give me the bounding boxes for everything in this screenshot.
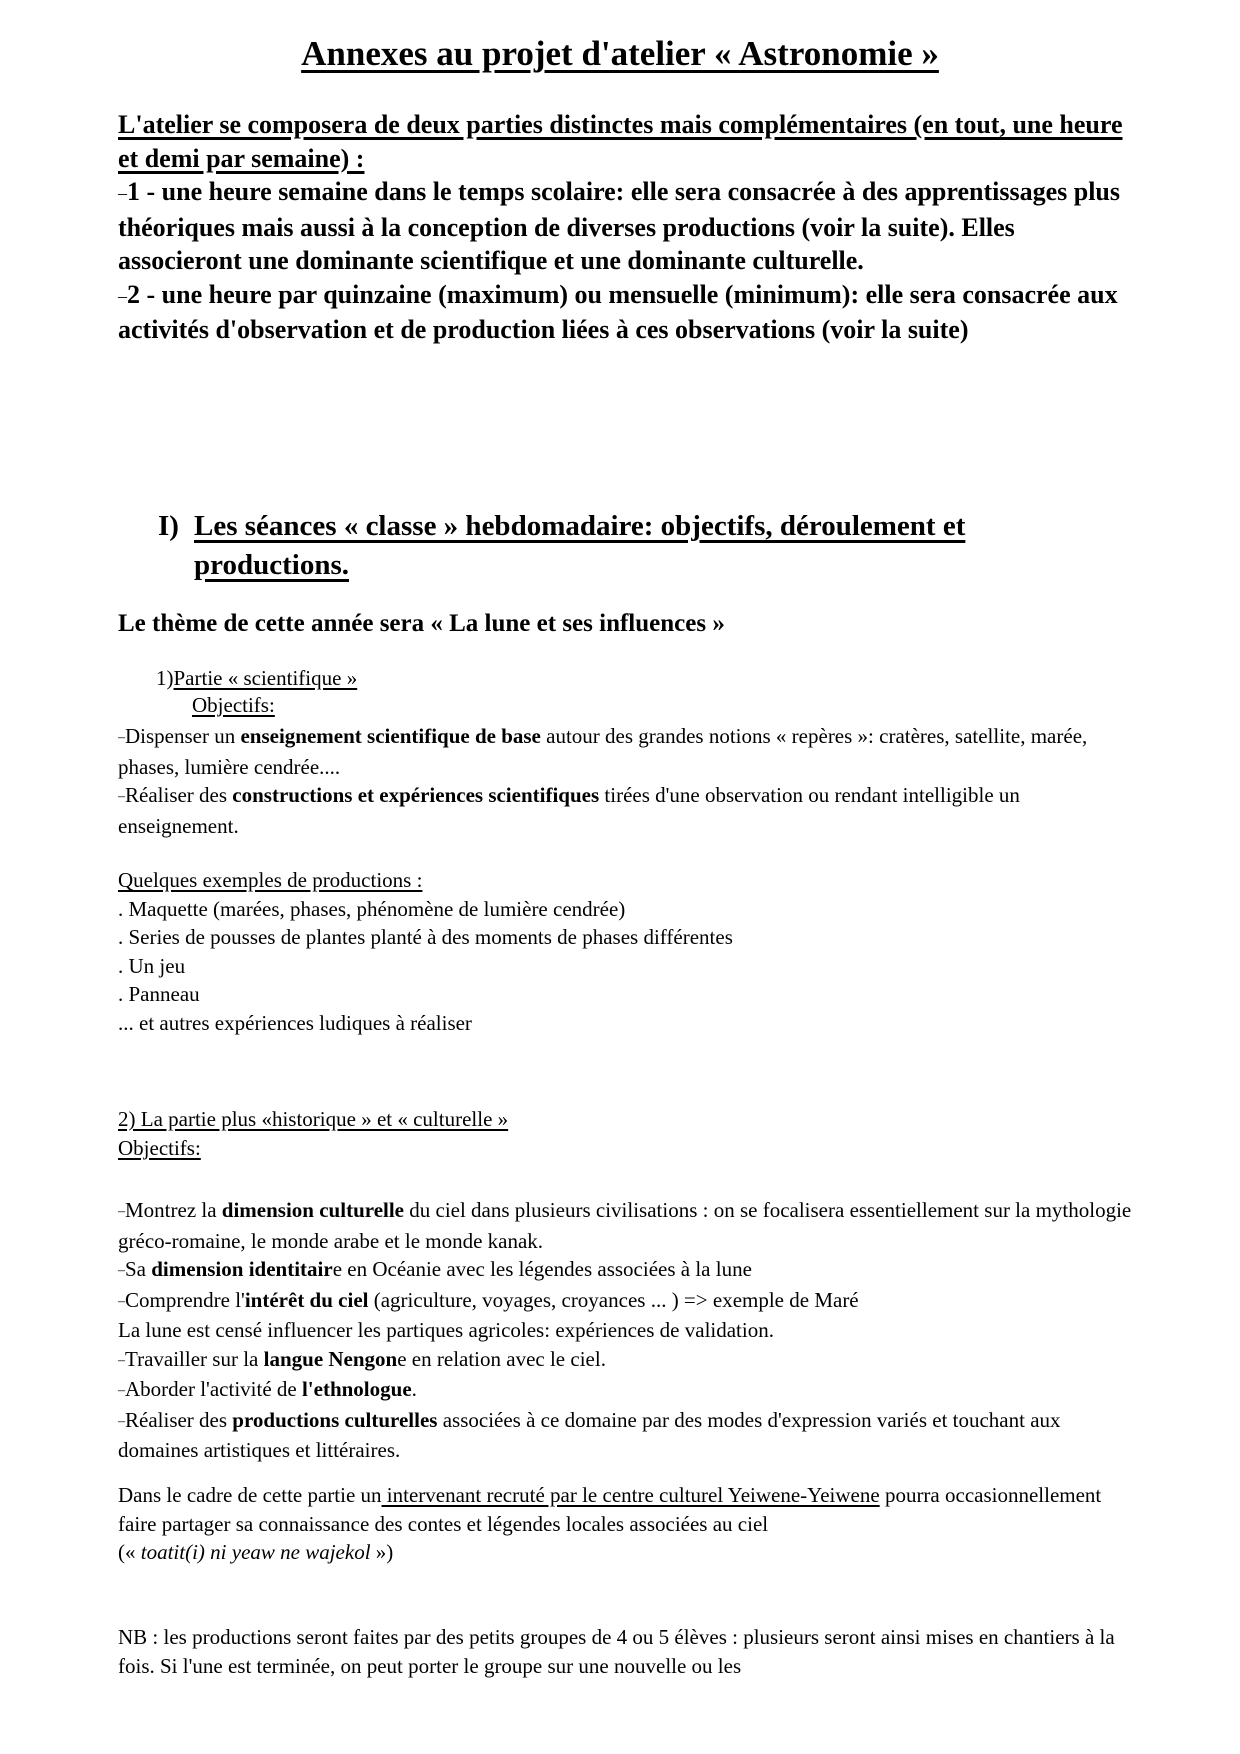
intro-item-2: –2 - une heure par quinzaine (maximum) ou mensuelle (minimum): elle sera consacrée aux activités d'observation et de production liées à ces observations (voir la suite) — [118, 279, 1118, 344]
dash-bullet: – — [118, 285, 127, 306]
examples-label: Quelques exemples de productions : — [118, 868, 423, 892]
part2-title: 2) La partie plus «historique » et « culturelle » — [118, 1107, 509, 1131]
section-number: I) — [158, 510, 179, 542]
objective-item: –Dispenser un enseignement scientifique de base autour des grandes notions « repères »: cratères, satellite, marée, phases, lumière cendrée.... — [118, 724, 1088, 779]
objective-item: –Montrez la dimension culturelle du ciel dans plusieurs civilisations : on se focalisera essentiellement sur la mythologie gréco-romaine, le monde arabe et le monde kanak. — [118, 1198, 1132, 1253]
part1-heading: 1)Partie « scientifique » Objectifs: — [156, 666, 358, 717]
document-title: Annexes au projet d'atelier « Astronomie » — [301, 34, 939, 73]
objective-item: –Réaliser des productions culturelles associées à ce domaine par des modes d'expression variés et touchant aux domaines artistiques et littéraires. — [118, 1407, 1061, 1462]
intro-heading: L'atelier se composera de deux parties distinctes mais complémentaires (en tout, une heure et demi par semaine) : — [118, 110, 1123, 173]
objective-note: La lune est censé influencer les partiques agricoles: expériences de validation. — [118, 1318, 774, 1342]
objective-item: –Travailler sur la langue Nengone en relation avec le ciel. — [118, 1346, 606, 1371]
example-item: ... et autres expériences ludiques à réaliser — [118, 1010, 472, 1035]
example-item: . Maquette (marées, phases, phénomène de lumière cendrée) — [118, 896, 626, 921]
intervenant-underlined: intervenant recruté par le centre culturel Yeiwene-Yeiwene — [381, 1483, 880, 1507]
example-item: . Un jeu — [118, 953, 186, 978]
intro-item-1: –1 - une heure semaine dans le temps scolaire: elle sera consacrée à des apprentissages plus théoriques mais aussi à la conception de diverses productions (voir la suite). Elles associeront une dominante scientifique et une dominante culturelle. — [118, 177, 1120, 275]
nb-paragraph: NB : les productions seront faites par des petits groupes de 4 ou 5 élèves : plusieurs seront ainsi mises en chantiers à la fois. Si l'une est terminée, on peut porter le groupe sur une nouvelle ou les — [118, 1625, 1115, 1678]
part1-objectives — [118, 722, 1138, 840]
part2-objectives — [118, 1196, 1138, 1465]
intervenant-paragraph: Dans le cadre de cette partie un intervenant recruté par le centre culturel Yeiwene-Yeiwene pourra occasionnellement faire partager sa connaissance des contes et légendes locales associées au ciel (« toatit(i) ni yeaw ne wajekol ») — [118, 1481, 1138, 1567]
theme-heading: Le thème de cette année sera « La lune et ses influences » — [118, 610, 725, 637]
objective-item: –Aborder l'activité de l'ethnologue. — [118, 1377, 417, 1401]
local-quote: (« toatit(i) ni yeaw ne wajekol ») — [118, 1540, 394, 1564]
part1-examples — [118, 866, 1138, 1037]
example-item: . Panneau — [118, 982, 200, 1006]
part2-objectives-label: Objectifs: — [118, 1135, 201, 1160]
section-title: Les séances « classe » hebdomadaire: objectifs, déroulement et productions. — [194, 510, 966, 581]
part1-title: Partie « scientifique » — [173, 666, 358, 690]
objective-item: –Sa dimension identitaire en Océanie avec les légendes associées à la lune — [118, 1257, 752, 1281]
objective-item: –Comprendre l'intérêt du ciel (agriculture, voyages, croyances ... ) => exemple de Maré — [118, 1287, 859, 1312]
part1-objectives-label: Objectifs: — [192, 692, 275, 717]
intro-block — [118, 108, 1138, 347]
objective-item: –Réaliser des constructions et expériences scientifiques tirées d'une observation ou rendant intelligible un enseignement. — [118, 783, 1020, 838]
part2-heading — [118, 1105, 1138, 1162]
example-item: . Series de pousses de plantes planté à des moments de phases différentes — [118, 925, 733, 949]
dash-bullet: – — [118, 183, 127, 203]
